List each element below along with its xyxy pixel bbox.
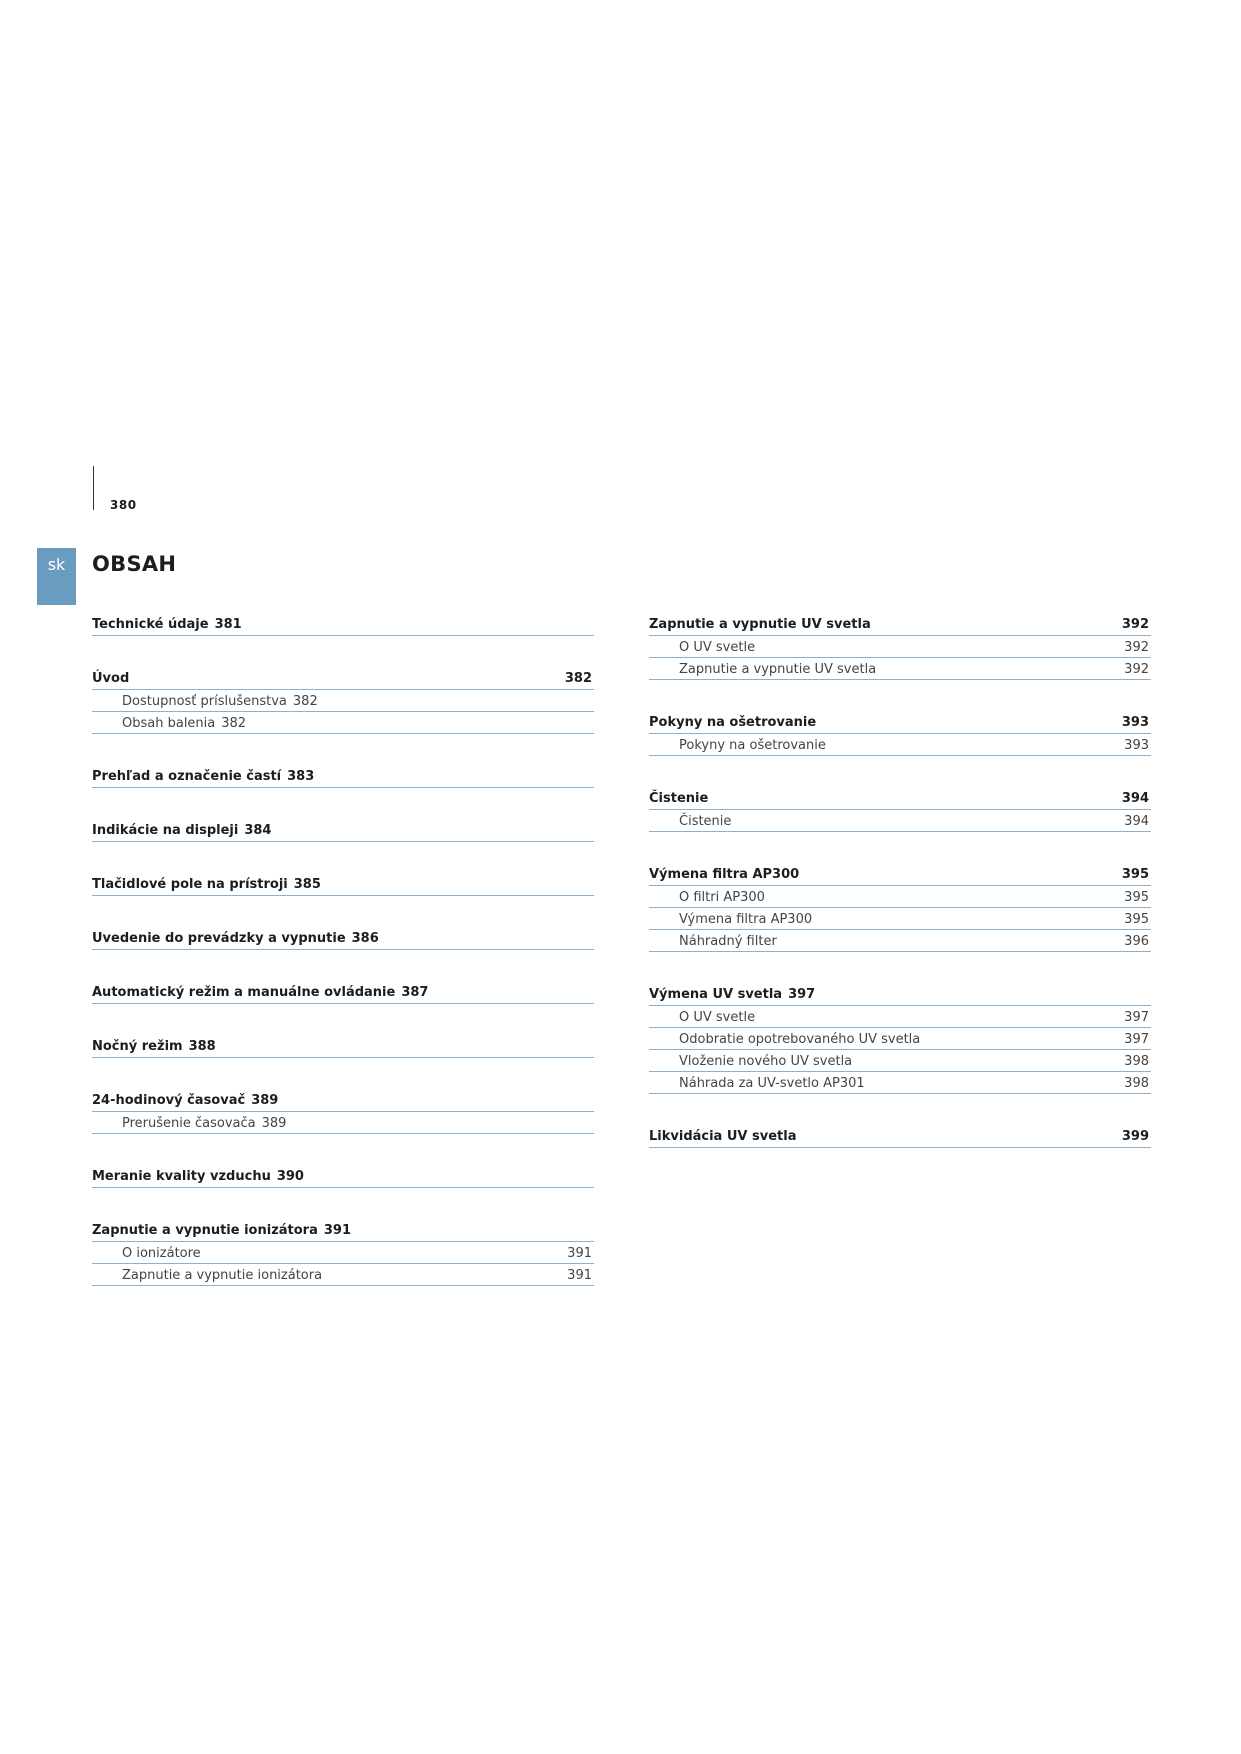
toc-section xyxy=(92,971,594,1004)
toc-subentry-title xyxy=(92,1268,322,1283)
toc-entry-title xyxy=(92,617,242,632)
toc-title-text: Výmena filtra AP300 xyxy=(649,867,800,882)
toc-page-number: 382 xyxy=(221,716,247,731)
toc-title-text: Zapnutie a vypnutie ionizátora xyxy=(92,1223,318,1238)
toc-entry-title xyxy=(92,1093,278,1108)
toc-subentry[interactable] xyxy=(649,1050,1151,1072)
toc-page-number: 387 xyxy=(401,985,429,1000)
toc-subentry-title xyxy=(649,1032,920,1047)
toc-section xyxy=(649,973,1151,1094)
toc-page-number: 385 xyxy=(293,877,321,892)
toc-page-number: 398 xyxy=(1124,1054,1149,1069)
toc-title-text: O UV svetle xyxy=(679,1010,756,1025)
toc-entry-title xyxy=(92,931,379,946)
toc-subentry-title xyxy=(649,1076,865,1091)
toc-title-text: Prehľad a označenie častí xyxy=(92,769,282,784)
language-tab: sk xyxy=(37,548,76,605)
toc-subentry-title xyxy=(92,716,246,731)
toc-section xyxy=(92,863,594,896)
toc-title-text: Zapnutie a vypnutie ionizátora xyxy=(122,1268,323,1283)
toc-title-text: Náhradný filter xyxy=(679,934,777,949)
toc-page-number: 391 xyxy=(567,1246,592,1261)
toc-section xyxy=(92,1209,594,1286)
toc-entry-title xyxy=(92,769,314,784)
toc-page-number: 382 xyxy=(292,694,318,709)
toc-entry[interactable] xyxy=(649,701,1151,734)
toc-page-number: 397 xyxy=(1124,1032,1149,1047)
toc-section xyxy=(649,777,1151,832)
toc-subentry[interactable] xyxy=(92,1264,594,1286)
toc-entry[interactable] xyxy=(92,1025,594,1058)
toc-entry[interactable] xyxy=(649,777,1151,810)
toc-title-text: O UV svetle xyxy=(679,640,756,655)
toc-page-number: 382 xyxy=(564,671,592,686)
toc-entry-title xyxy=(649,791,708,806)
toc-title-text: Prerušenie časovača xyxy=(122,1116,256,1131)
toc-title-text: Výmena filtra AP300 xyxy=(679,912,813,927)
toc-subentry[interactable] xyxy=(92,712,594,734)
toc-page-number: 384 xyxy=(244,823,272,838)
toc-entry[interactable] xyxy=(92,917,594,950)
toc-page-number: 399 xyxy=(1121,1129,1149,1144)
toc-title-text: Pokyny na ošetrovanie xyxy=(679,738,826,753)
toc-entry[interactable] xyxy=(649,853,1151,886)
toc-section xyxy=(92,1079,594,1134)
toc-page-number: 392 xyxy=(1121,617,1149,632)
toc-subentry[interactable] xyxy=(92,1112,594,1134)
toc-entry-title xyxy=(649,715,816,730)
toc-subentry-title xyxy=(649,934,777,949)
toc-title-text: O filtri AP300 xyxy=(679,890,765,905)
toc-subentry-title xyxy=(649,738,826,753)
toc-entry[interactable] xyxy=(92,1079,594,1112)
toc-title-text: Výmena UV svetla xyxy=(649,987,783,1002)
toc-subentry[interactable] xyxy=(649,810,1151,832)
toc-section xyxy=(92,917,594,950)
toc-subentry-title xyxy=(649,1054,852,1069)
toc-page-number: 396 xyxy=(1124,934,1149,949)
toc-section xyxy=(92,1025,594,1058)
toc-section xyxy=(92,657,594,734)
toc-page-number: 389 xyxy=(261,1116,287,1131)
toc-subentry-title xyxy=(649,890,765,905)
toc-section xyxy=(649,701,1151,756)
toc-title-text: Meranie kvality vzduchu xyxy=(92,1169,271,1184)
toc-entry[interactable] xyxy=(92,971,594,1004)
toc-page-number: 395 xyxy=(1124,912,1149,927)
toc-section xyxy=(92,603,594,636)
toc-entry[interactable] xyxy=(92,657,594,690)
toc-page-number: 398 xyxy=(1124,1076,1149,1091)
toc-entry-title xyxy=(92,1039,216,1054)
toc-subentry-title xyxy=(649,1010,755,1025)
toc-page-number: 393 xyxy=(1121,715,1149,730)
toc-subentry-title xyxy=(649,640,755,655)
toc-subentry-title xyxy=(92,694,318,709)
toc-entry-title xyxy=(92,671,129,686)
toc-title-text: Nočný režim xyxy=(92,1039,183,1054)
toc-title-text: Obsah balenia xyxy=(122,716,216,731)
toc-page-number: 397 xyxy=(1124,1010,1149,1025)
toc-subentry[interactable] xyxy=(649,734,1151,756)
toc-entry-title xyxy=(649,987,815,1002)
toc-title-text: Zapnutie a vypnutie UV svetla xyxy=(679,662,877,677)
toc-title-text: Uvedenie do prevádzky a vypnutie xyxy=(92,931,346,946)
toc-entry[interactable] xyxy=(92,809,594,842)
toc-entry-title xyxy=(92,823,271,838)
toc-subentry[interactable] xyxy=(649,908,1151,930)
toc-title-text: Pokyny na ošetrovanie xyxy=(649,715,817,730)
toc-section xyxy=(92,755,594,788)
toc-entry-title xyxy=(649,1129,796,1144)
toc-page-number: 394 xyxy=(1121,791,1149,806)
toc-title-text: Tlačidlové pole na prístroji xyxy=(92,877,288,892)
toc-entry[interactable] xyxy=(92,755,594,788)
toc-entry[interactable] xyxy=(649,973,1151,1006)
toc-section xyxy=(649,603,1151,680)
toc-subentry-title xyxy=(92,1246,201,1261)
toc-subentry[interactable] xyxy=(649,1072,1151,1094)
toc-title-text: 24-hodinový časovač xyxy=(92,1093,246,1108)
toc-entry[interactable] xyxy=(92,1155,594,1188)
toc-subentry[interactable] xyxy=(92,1242,594,1264)
toc-title-text: Úvod xyxy=(92,671,130,686)
toc-page-number: 388 xyxy=(188,1039,216,1054)
toc-page-number: 394 xyxy=(1124,814,1149,829)
toc-page-number: 381 xyxy=(214,617,242,632)
toc-entry-title xyxy=(649,867,799,882)
toc-title-text: Odobratie opotrebovaného UV svetla xyxy=(679,1032,921,1047)
page-number: 380 xyxy=(110,498,137,512)
toc-title-text: Zapnutie a vypnutie UV svetla xyxy=(649,617,871,632)
toc-subentry[interactable] xyxy=(649,886,1151,908)
page-marker-line xyxy=(93,466,94,510)
toc-entry-title xyxy=(92,985,428,1000)
toc-title-text: Likvidácia UV svetla xyxy=(649,1129,797,1144)
toc-section xyxy=(649,1115,1151,1148)
toc-entry[interactable] xyxy=(649,603,1151,636)
toc-title-text: Automatický režim a manuálne ovládanie xyxy=(92,985,396,1000)
toc-page-number: 395 xyxy=(1121,867,1149,882)
toc-entry-title xyxy=(92,1169,304,1184)
toc-subentry-title xyxy=(649,912,812,927)
toc-title-text: O ionizátore xyxy=(122,1246,201,1261)
toc-subentry[interactable] xyxy=(92,690,594,712)
toc-subentry[interactable] xyxy=(649,930,1151,952)
toc-title-text: Náhrada za UV-svetlo AP301 xyxy=(679,1076,865,1091)
toc-page-number: 395 xyxy=(1124,890,1149,905)
toc-section xyxy=(92,809,594,842)
toc-entry[interactable] xyxy=(92,603,594,636)
toc-entry[interactable] xyxy=(92,863,594,896)
toc-page-number: 391 xyxy=(323,1223,352,1238)
toc-page-number: 390 xyxy=(276,1169,304,1184)
toc-section xyxy=(649,853,1151,952)
toc-page-number: 391 xyxy=(567,1268,592,1283)
toc-page-number: 397 xyxy=(788,987,816,1002)
toc-entry[interactable] xyxy=(649,1115,1151,1148)
toc-page-number: 386 xyxy=(351,931,379,946)
toc-left-column xyxy=(92,603,594,1286)
toc-subentry[interactable] xyxy=(649,658,1151,680)
toc-entry-title xyxy=(92,1223,351,1238)
toc-subentry[interactable] xyxy=(649,1006,1151,1028)
toc-subentry-title xyxy=(92,1116,286,1131)
toc-right-column xyxy=(649,603,1151,1148)
toc-subentry-title xyxy=(649,662,876,677)
toc-section xyxy=(92,1155,594,1188)
toc-title-text: Technické údaje xyxy=(92,617,209,632)
toc-page-number: 392 xyxy=(1124,662,1149,677)
toc-title-text: Indikácie na displeji xyxy=(92,823,239,838)
toc-page-number: 393 xyxy=(1124,738,1149,753)
toc-title-text: Vloženie nového UV svetla xyxy=(679,1054,853,1069)
toc-page-number: 392 xyxy=(1124,640,1149,655)
toc-entry-title xyxy=(92,877,321,892)
toc-subentry[interactable] xyxy=(649,1028,1151,1050)
toc-page-number: 389 xyxy=(251,1093,279,1108)
toc-page-number: 383 xyxy=(287,769,315,784)
page-title: OBSAH xyxy=(92,552,177,576)
toc-title-text: Dostupnosť príslušenstva xyxy=(122,694,287,709)
toc-subentry[interactable] xyxy=(649,636,1151,658)
toc-subentry-title xyxy=(649,814,731,829)
toc-title-text: Čistenie xyxy=(679,814,732,829)
toc-title-text: Čistenie xyxy=(649,791,709,806)
toc-entry-title xyxy=(649,617,871,632)
toc-entry[interactable] xyxy=(92,1209,594,1242)
